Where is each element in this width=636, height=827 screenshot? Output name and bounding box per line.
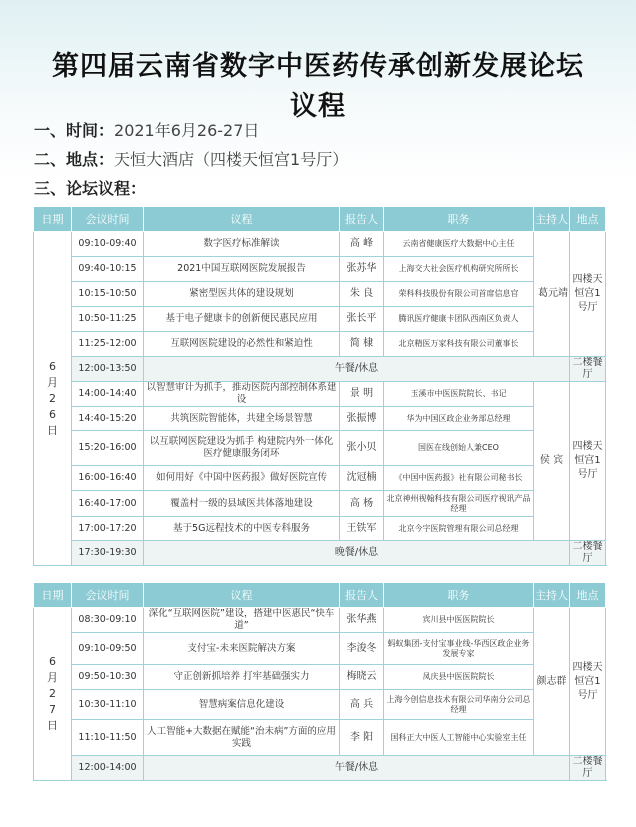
table-row [34,466,606,491]
time-cell: 10:15-10:50 [72,282,144,307]
time-cell: 11:10-11:50 [72,720,144,756]
header-time: 会议时间 [72,583,144,608]
topic-cell: 人工智能+大数据在赋能“治未病”方面的应用实践 [144,720,340,756]
role-cell: 华为中国区政企业务部总经理 [384,407,534,431]
topic-cell: 守正创新抓培养 打牢基础强实力 [144,665,340,690]
host-cell: 颜志群 [534,608,570,756]
topic-cell: 智慧病案信息化建设 [144,690,340,720]
speaker-cell: 张长平 [340,307,384,332]
time-cell: 17:00-17:20 [72,517,144,541]
break-label: 晚餐/休息 [144,541,570,566]
role-cell: 云南省健康医疗大数据中心主任 [384,232,534,257]
role-cell: 上海交大社会医疗机构研究所所长 [384,257,534,282]
table-row [34,608,606,633]
date-cell: 6月27日 [34,608,72,781]
speaker-cell: 梅晓云 [340,665,384,690]
table-row [34,232,606,257]
place-cell: 四楼天恒宫1号厅 [570,382,606,541]
time-cell: 15:20-16:00 [72,431,144,466]
topic-cell: 2021中国互联网医院发展报告 [144,257,340,282]
topic-cell: 深化“互联网医院”建设，搭建中医惠民“快车道” [144,608,340,633]
page-subtitle: 议程 [290,91,346,122]
header-place: 地点 [570,207,606,232]
speaker-cell: 李浚冬 [340,633,384,665]
table-row [34,407,606,431]
time-cell: 10:50-11:25 [72,307,144,332]
break-label: 午餐/休息 [144,756,570,781]
place-value: 天恒大酒店（四楼天恒宫1号厅） [114,150,349,169]
time-cell: 14:40-15:20 [72,407,144,431]
time-cell: 08:30-09:10 [72,608,144,633]
time-cell: 16:40-17:00 [72,491,144,517]
break-row [34,357,606,382]
page-title: 第四届云南省数字中医药传承创新发展论坛 [52,51,584,82]
role-cell: 北京神州视翰科技有限公司医疗视讯产品经理 [384,491,534,517]
table-header-row [34,583,606,608]
time-cell: 12:00-14:00 [72,756,144,781]
table-row [34,720,606,756]
topic-cell: 以互联网医院建设为抓手 构建院内外一体化医疗健康服务闭环 [144,431,340,466]
time-cell: 09:10-09:50 [72,633,144,665]
break-place: 二楼餐厅 [570,541,606,566]
speaker-cell: 张苏华 [340,257,384,282]
header-host: 主持人 [534,583,570,608]
speaker-cell: 李 阳 [340,720,384,756]
time-cell: 14:00-14:40 [72,382,144,407]
speaker-cell: 张振博 [340,407,384,431]
table-row [34,633,606,665]
role-cell: 宾川县中医医院院长 [384,608,534,633]
table-row [34,382,606,407]
header-date: 日期 [34,583,72,608]
header-date: 日期 [34,207,72,232]
topic-cell: 覆盖村一级的县域医共体落地建设 [144,491,340,517]
place-cell: 四楼天恒宫1号厅 [570,232,606,357]
role-cell: 玉溪市中医医院院长、书记 [384,382,534,407]
time-cell: 17:30-19:30 [72,541,144,566]
topic-cell: 支付宝-未来医院解决方案 [144,633,340,665]
speaker-cell: 景 明 [340,382,384,407]
table-row [34,332,606,357]
agenda-label: 三、论坛议程： [34,179,147,198]
table-row [34,307,606,332]
speaker-cell: 高 峰 [340,232,384,257]
speaker-cell: 简 棣 [340,332,384,357]
table-row [34,282,606,307]
place-label: 二、地点： [34,150,115,169]
header-speaker: 报告人 [340,207,384,232]
role-cell: 上海今创信息技术有限公司华南分公司总经理 [384,690,534,720]
time-cell: 12:00-13:50 [72,357,144,382]
speaker-cell: 朱 良 [340,282,384,307]
time-value: 2021年6月26-27日 [114,121,260,140]
role-cell: 北京今字医院管理有限公司总经理 [384,517,534,541]
break-place: 二楼餐厅 [570,756,606,781]
topic-cell: 以智慧审计为抓手，推动医院内部控制体系建设 [144,382,340,407]
topic-cell: 如何用好《中国中医药报》做好医院宣传 [144,466,340,491]
header-speaker: 报告人 [340,583,384,608]
break-place: 二楼餐厅 [570,357,606,382]
host-cell: 葛元靖 [534,232,570,357]
header-time: 会议时间 [72,207,144,232]
topic-cell: 互联网医院建设的必然性和紧迫性 [144,332,340,357]
time-cell: 09:50-10:30 [72,665,144,690]
header-topic: 议程 [144,583,340,608]
table-row [34,491,606,517]
table-header-row [34,207,606,232]
schedule-table-day1 [33,206,606,566]
speaker-cell: 张小贝 [340,431,384,466]
speaker-cell: 张华燕 [340,608,384,633]
header-host: 主持人 [534,207,570,232]
info-place [34,147,348,170]
role-cell: 凤庆县中医医院院长 [384,665,534,690]
info-agenda [34,176,146,199]
header-place: 地点 [570,583,606,608]
topic-cell: 共筑医院智能体，共建全场景智慧 [144,407,340,431]
topic-cell: 基于电子健康卡的创新便民惠民应用 [144,307,340,332]
time-cell: 09:40-10:15 [72,257,144,282]
break-label: 午餐/休息 [144,357,570,382]
break-row [34,541,606,566]
info-time [34,118,259,141]
schedule-table-day2 [33,582,606,781]
speaker-cell: 王铁军 [340,517,384,541]
role-cell: 荣科科技股份有限公司首席信息官 [384,282,534,307]
topic-cell: 数字医疗标准解读 [144,232,340,257]
header-role: 职务 [384,583,534,608]
role-cell: 腾讯医疗健康卡团队西南区负责人 [384,307,534,332]
table-row [34,517,606,541]
header-topic: 议程 [144,207,340,232]
speaker-cell: 沈冠楠 [340,466,384,491]
place-cell: 四楼天恒宫1号厅 [570,608,606,756]
table-row [34,431,606,466]
table-row [34,690,606,720]
date-cell: 6月26日 [34,232,72,566]
role-cell: 蚂蚁集团-支付宝事业线-华西区政企业务发展专家 [384,633,534,665]
role-cell: 国医在线创始人兼CEO [384,431,534,466]
table-row [34,665,606,690]
time-label: 一、时间： [34,121,115,140]
role-cell: 《中国中医药报》社有限公司秘书长 [384,466,534,491]
topic-cell: 紧密型医共体的建设规划 [144,282,340,307]
host-cell: 侯 宾 [534,382,570,541]
time-cell: 11:25-12:00 [72,332,144,357]
table-row [34,257,606,282]
role-cell: 北京精医万家科技有限公司董事长 [384,332,534,357]
time-cell: 10:30-11:10 [72,690,144,720]
header-role: 职务 [384,207,534,232]
break-row [34,756,606,781]
topic-cell: 基于5G远程技术的中医专科服务 [144,517,340,541]
speaker-cell: 高 杨 [340,491,384,517]
time-cell: 09:10-09:40 [72,232,144,257]
time-cell: 16:00-16:40 [72,466,144,491]
speaker-cell: 高 兵 [340,690,384,720]
role-cell: 国科正大中医人工智能中心实验室主任 [384,720,534,756]
